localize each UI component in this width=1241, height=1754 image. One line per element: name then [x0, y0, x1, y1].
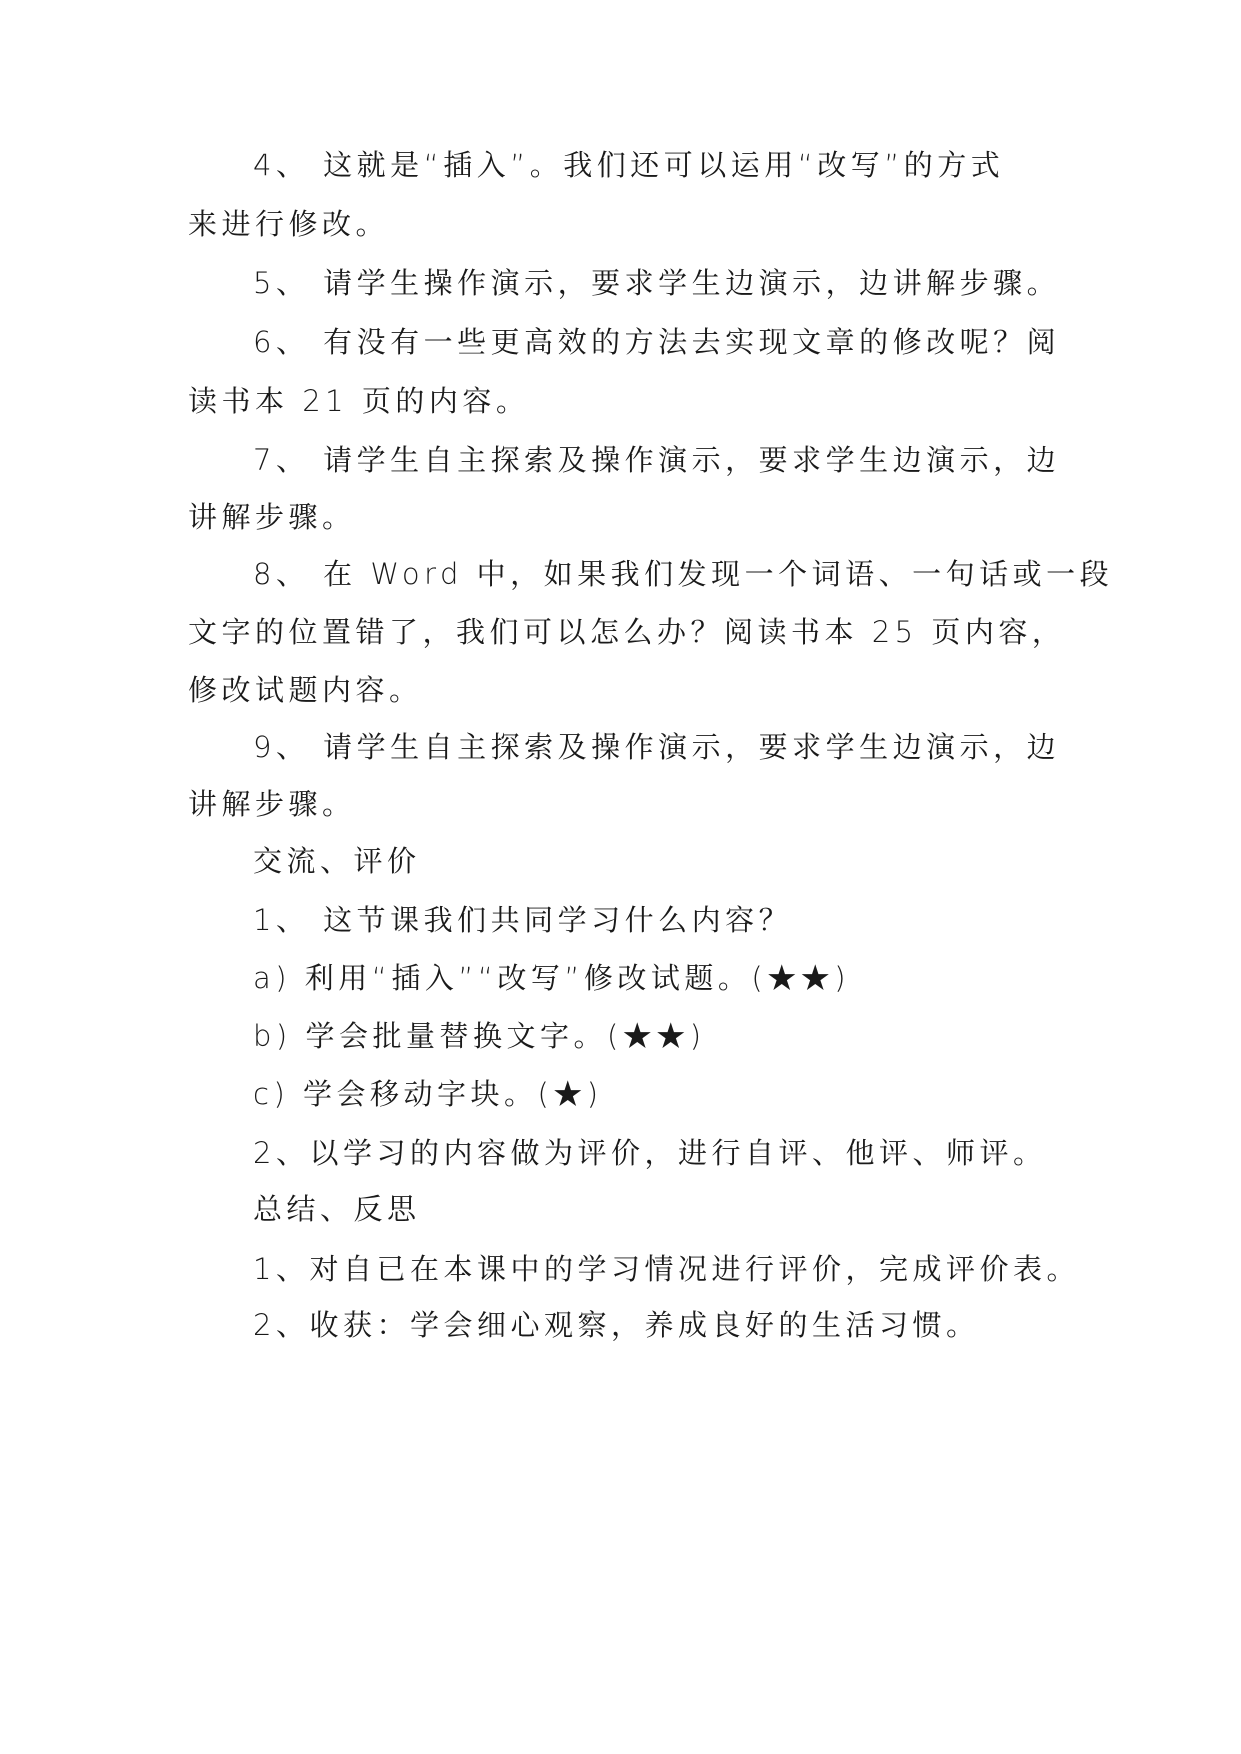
text-line-summary-2: 2、收获：学会细心观察，养成良好的生活习惯。	[253, 1308, 980, 1342]
text-line-step-8-cont-2: 修改试题内容。	[188, 673, 423, 707]
text-line-step-4-cont: 来进行修改。	[188, 207, 390, 241]
list-item-b: b) 学会批量替换文字。(★★)	[253, 1019, 706, 1053]
text-line-step-6-cont: 读书本 21 页的内容。	[188, 384, 530, 418]
list-item-c: c) 学会移动字块。(★)	[253, 1077, 603, 1111]
text-line-step-7: 7、 请学生自主探索及操作演示，要求学生边演示，边	[253, 443, 1061, 477]
text-line-step-9-cont: 讲解步骤。	[188, 787, 356, 821]
list-item-a: a) 利用“插入”“改写”修改试题。(★★)	[253, 961, 851, 995]
text-line-step-8-cont-1: 文字的位置错了，我们可以怎么办？阅读书本 25 页内容，	[188, 615, 1066, 649]
text-line-step-4: 4、 这就是“插入”。我们还可以运用“改写”的方式	[253, 148, 1005, 182]
text-line-summary-1: 1、对自已在本课中的学习情况进行评价，完成评价表。	[253, 1252, 1080, 1286]
text-line-step-5: 5、 请学生操作演示，要求学生边演示，边讲解步骤。	[253, 266, 1061, 300]
section-heading-summary: 总结、反思	[253, 1192, 421, 1226]
text-line-step-9: 9、 请学生自主探索及操作演示，要求学生边演示，边	[253, 730, 1061, 764]
text-line-evaluation-2: 2、以学习的内容做为评价，进行自评、他评、师评。	[253, 1136, 1047, 1170]
section-heading-exchange: 交流、评价	[253, 844, 421, 878]
text-line-question-1: 1、 这节课我们共同学习什么内容？	[253, 903, 793, 937]
text-line-step-7-cont: 讲解步骤。	[188, 500, 356, 534]
text-line-step-6: 6、 有没有一些更高效的方法去实现文章的修改呢？阅	[253, 325, 1061, 359]
text-line-step-8: 8、 在 Word 中，如果我们发现一个词语、一句话或一段	[253, 557, 1114, 591]
